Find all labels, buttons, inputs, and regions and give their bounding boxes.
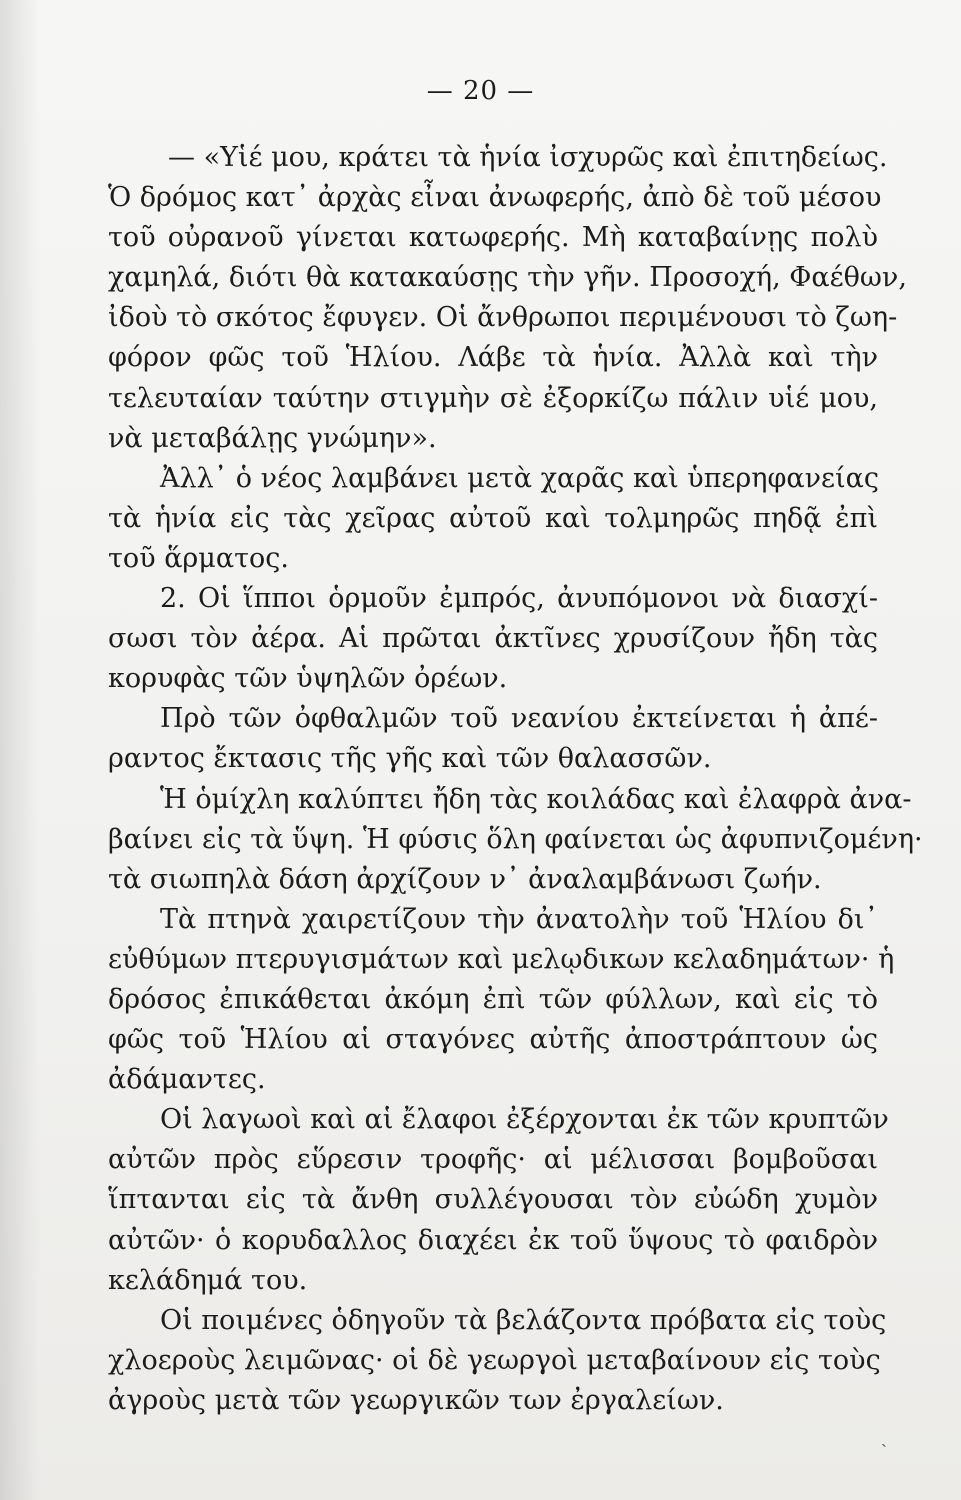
text-line: κελάδημά του. (108, 1264, 308, 1296)
text-line: τελευταίαν ταύτην στιγμὴν σὲ ἐξορκίζω πάλιν υἱέ μου, (108, 382, 878, 414)
page-number: — 20 — (426, 76, 535, 106)
text-line: ἀδάμαντες. (108, 1064, 266, 1096)
text-line: ἵπτανται εἰς τὰ ἄνθη συλλέγουσαι τὸν εὐώδη χυμὸν (108, 1184, 878, 1216)
text-line: Οἱ λαγωοὶ καὶ αἱ ἔλαφοι ἐξέρχονται ἐκ τῶν κρυπτῶν (160, 1104, 889, 1136)
text-line: δρόσος ἐπικάθεται ἀκόμη ἐπὶ τῶν φύλλων, καὶ εἰς τὸ (108, 983, 878, 1015)
text-line: Πρὸ τῶν ὀφθαλμῶν τοῦ νεανίου ἐκτείνεται ἡ ἀπέ- (160, 703, 878, 735)
text-line: τοῦ οὐρανοῦ γίνεται κατωφερής. Μὴ καταβαίνῃς πολὺ (108, 222, 878, 254)
text-line: Τὰ πτηνὰ χαιρετίζουν τὴν ἀνατολὴν τοῦ Ἡλίου δι᾽ (160, 903, 878, 935)
text-line: φόρον φῶς τοῦ Ἡλίου. Λάβε τὰ ἡνία. Ἀλλὰ καὶ τὴν (108, 342, 878, 374)
text-line: Ὁ δρόμος κατ᾽ ἀρχὰς εἶναι ἀνωφερής, ἀπὸ δὲ τοῦ μέσου (108, 182, 882, 214)
text-line: Ἡ ὁμίχλη καλύπτει ἤδη τὰς κοιλάδας καὶ ἐλαφρὰ ἀνα- (160, 783, 912, 815)
text-line: εὐθύμων πτερυγισμάτων καὶ μελῳδικων κελαδημάτων· ἡ (108, 943, 895, 975)
text-line: ἰδοὺ τὸ σκότος ἔφυγεν. Οἱ ἄνθρωποι περιμένουσι τὸ ζωη- (108, 302, 898, 334)
text-line: τὰ σιωπηλὰ δάση ἀρχίζουν ν᾽ ἀναλαμβάνωσι ζωήν. (108, 863, 822, 895)
binding-shadow (0, 0, 40, 1500)
text-line: φῶς τοῦ Ἡλίου αἱ σταγόνες αὐτῆς ἀποστράπτουν ὡς (108, 1024, 878, 1056)
text-line: Οἱ ποιμένες ὁδηγοῦν τὰ βελάζοντα πρόβατα εἰς τοὺς (160, 1304, 887, 1336)
text-line: σωσι τὸν ἀέρα. Αἱ πρῶται ἀκτῖνες χρυσίζουν ἤδη τὰς (108, 623, 878, 655)
text-line: Ἀλλ᾽ ὁ νέος λαμβάνει μετὰ χαρᾶς καὶ ὑπερηφανείας (160, 462, 879, 494)
text-line: — «Υἱέ μου, κράτει τὰ ἡνία ἰσχυρῶς καὶ ἐπιτηδείως. (168, 142, 888, 173)
text-line: τὰ ἡνία εἰς τὰς χεῖρας αὐτοῦ καὶ τολμηρῶς πηδᾷ ἐπὶ (108, 502, 878, 534)
text-line: ἀγροὺς μετὰ τῶν γεωργικῶν των ἐργαλείων. (108, 1384, 724, 1416)
text-line: αὐτῶν πρὸς εὕρεσιν τροφῆς· αἱ μέλισσαι βομβοῦσαι (108, 1144, 878, 1176)
text-line: νὰ μεταβάλῃς γνώμην». (108, 422, 437, 454)
text-line: χλοεροὺς λειμῶνας· οἱ δὲ γεωργοὶ μεταβαίνουν εἰς τοὺς (108, 1344, 881, 1376)
text-line: κορυφὰς τῶν ὑψηλῶν ὀρέων. (108, 663, 508, 695)
text-line: ραντος ἔκτασις τῆς γῆς καὶ τῶν θαλασσῶν. (108, 743, 712, 775)
text-line: χαμηλά, διότι θὰ κατακαύσῃς τὴν γῆν. Προσοχή, Φαέθων, (108, 262, 907, 294)
text-line: 2. Οἱ ἵπποι ὁρμοῦν ἐμπρός, ἀνυπόμονοι νὰ διασχί- (160, 583, 878, 615)
text-line: τοῦ ἅρματος. (108, 542, 289, 574)
body-text (108, 138, 923, 1421)
text-line: βαίνει εἰς τὰ ὕψη. Ἡ φύσις ὅλη φαίνεται ὡς ἀφυπνιζομένη· (108, 823, 923, 855)
text-line: αὐτῶν· ὁ κορυδαλλος διαχέει ἐκ τοῦ ὕψους τὸ φαιδρὸν (108, 1224, 878, 1256)
paper-speck: ˎ (881, 1427, 887, 1448)
